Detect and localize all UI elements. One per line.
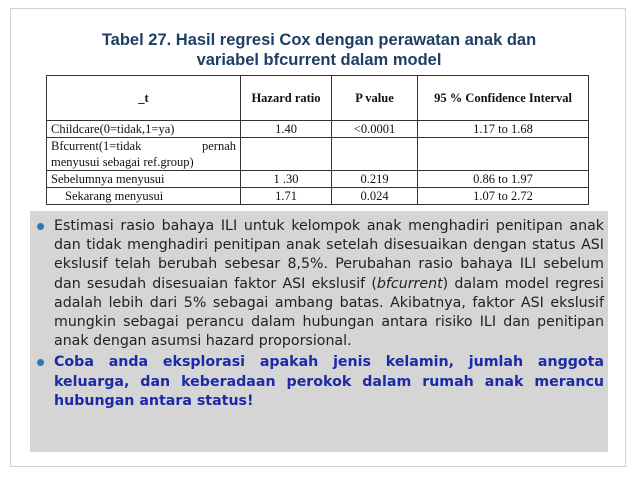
header-p-value: P value xyxy=(332,76,418,121)
cell-term: Sekarang menyusui xyxy=(47,188,241,205)
cell-hazard-ratio xyxy=(241,138,332,171)
cell-ci: 1.17 to 1.68 xyxy=(418,121,589,138)
cell-p-value: 0.024 xyxy=(332,188,418,205)
bullet-item-exercise xyxy=(34,353,604,411)
table-row xyxy=(47,121,589,138)
cell-ci: 0.86 to 1.97 xyxy=(418,171,589,188)
cell-hazard-ratio: 1.40 xyxy=(241,121,332,138)
table-row xyxy=(47,188,589,205)
slide-title xyxy=(20,30,618,70)
header-confidence-interval: 95 % Confidence Interval xyxy=(418,76,589,121)
table-row xyxy=(47,138,589,171)
cell-ci xyxy=(418,138,589,171)
cell-term-line-2: menyusui sebagai ref.group) xyxy=(51,155,194,169)
bullet-list xyxy=(34,217,604,411)
bullet-dot-icon xyxy=(37,223,44,230)
bullet-text-part-1: Estimasi rasio bahaya ILI untuk kelompok anak menghadiri penitipan anak dan tidak menghadiri penitipan anak setelah disesuaikan dengan status ASI ekslusif telah berubah sebesar 8,5%. Perubahan rasio bahaya ILI sebelum dan sesudah disesuaian faktor ASI ekslusif ( xyxy=(54,218,604,292)
title-line-2: variabel bfcurrent dalam model xyxy=(196,51,442,69)
cell-term: Sebelumnya menyusui xyxy=(47,171,241,188)
cell-term-line-1: Bfcurrent(1=tidak pernah xyxy=(51,139,236,153)
cell-hazard-ratio: 1.71 xyxy=(241,188,332,205)
bullet-dot-icon xyxy=(37,359,44,366)
bullet-text-exercise: Coba anda eksplorasi apakah jenis kelamin, jumlah anggota keluarga, dan keberadaan perokok dalam rumah anak merancu hubungan antara status! xyxy=(54,354,604,409)
cell-ci: 1.07 to 2.72 xyxy=(418,188,589,205)
bullet-term-bfcurrent: bfcurrent xyxy=(376,275,443,292)
bullet-item-interpretation xyxy=(34,217,604,351)
cell-term: Childcare(0=tidak,1=ya) xyxy=(47,121,241,138)
cell-p-value xyxy=(332,138,418,171)
table-row xyxy=(47,171,589,188)
header-term: _t xyxy=(47,76,241,121)
cell-term xyxy=(47,138,241,171)
cell-hazard-ratio: 1 .30 xyxy=(241,171,332,188)
cell-p-value: <0.0001 xyxy=(332,121,418,138)
cox-regression-table xyxy=(46,75,589,205)
cell-p-value: 0.219 xyxy=(332,171,418,188)
bullet-text-part-2: ) dalam model regresi adalah lebih dari 5% sebagai ambang batas. Akibatnya, faktor ASI ekslusif mungkin sebagai perancu dalam hubungan antara risiko ILI dan penitipan anak dengan asumsi hazard proporsional. xyxy=(54,275,604,350)
table-header-row xyxy=(47,76,589,121)
header-hazard-ratio: Hazard ratio xyxy=(241,76,332,121)
title-line-1: Tabel 27. Hasil regresi Cox dengan perawatan anak dan xyxy=(101,31,537,49)
